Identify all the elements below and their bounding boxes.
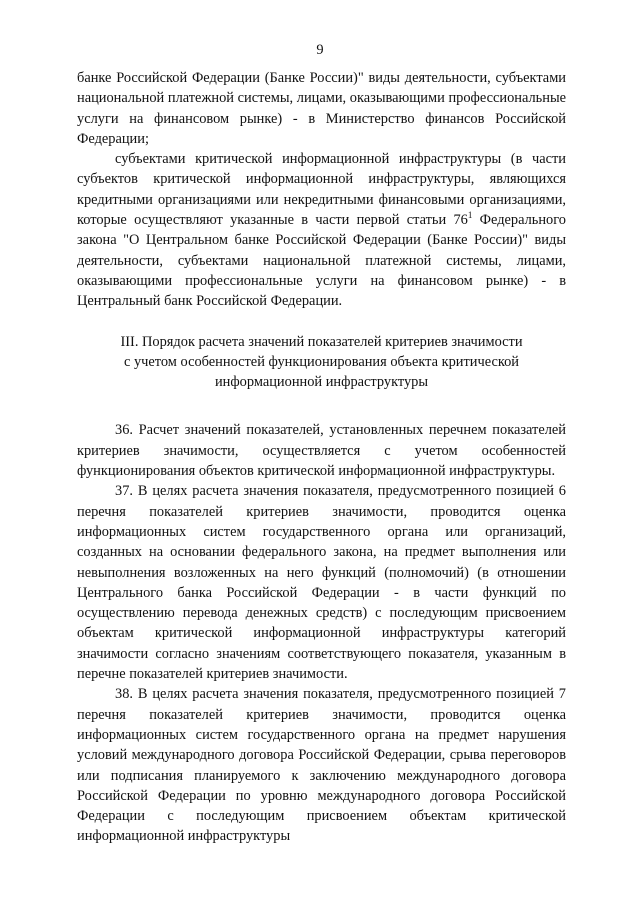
document-body (77, 68, 566, 847)
paragraph-text-part-2: Федерального закона "О Центральном банке Российской Федерации (Банке России)" виды деятельности, субъектами национальной платежной системы, лицами, оказывающими профессиональные услуги на финансовом рынке) - в Центральный банк Российской Федерации. (77, 212, 566, 310)
paragraph-item-38: 38. В целях расчета значения показателя, предусмотренного позицией 7 перечня показателей критериев значимости, проводится оценка информационных систем государственного органа на предмет нарушения условий международного договора Российской Федерации, срыва переговоров или подписания планируемого к заключению международного договора Российской Федерации по уровню международного договора Российской Федерации с последующим присвоением объектам критической информационной инфраструктуры (77, 686, 566, 845)
paragraph-continuation: банке Российской Федерации (Банке России)" виды деятельности, субъектами национальной платежной системы, лицами, оказывающими профессиональные услуги на финансовом рынке) - в Министерство финансов Российской Федерации; (77, 70, 566, 147)
page-number: 9 (316, 42, 324, 58)
paragraph-critical-infrastructure-subjects (77, 149, 566, 311)
section-heading (77, 332, 566, 393)
paragraph-item-37: 37. В целях расчета значения показателя, предусмотренного позицией 6 перечня показателей критериев значимости, проводится оценка информационных систем государственного органа или организаций, созданных на основании федерального закона, на предмет выполнения или невыполнения возложенных на него функций (полномочий) (в отношении Центрального банка Российской Федерации - в части функций по осуществлению перевода денежных средств) с последующим присвоением объектам критической информационной инфраструктуры категорий значимости согласно значениям соответствующего показателя, указанным в перечне показателей критериев значимости. (77, 483, 566, 683)
paragraph-item-36: 36. Расчет значений показателей, установленных перечнем показателей критериев значимости, осуществляется с учетом особенностей функционирования объектов критической информационной инфраструктуры. (77, 422, 566, 480)
section-heading-line-3: информационной инфраструктуры (214, 374, 429, 391)
section-heading-line-2: с учетом особенностей функционирования объекта критической (123, 353, 519, 370)
paragraph-text-part-1: субъектами критической информационной инфраструктуры (в части субъектов критической информационной инфраструктуры, являющихся кредитными организациями или некредитными финансовыми организациями, которые осуществляют указанные в части первой статьи 76 (77, 151, 566, 229)
section-heading-line-1: III. Порядок расчета значений показателей критериев значимости (120, 333, 523, 350)
superscript-article-index: 1 (467, 210, 473, 221)
